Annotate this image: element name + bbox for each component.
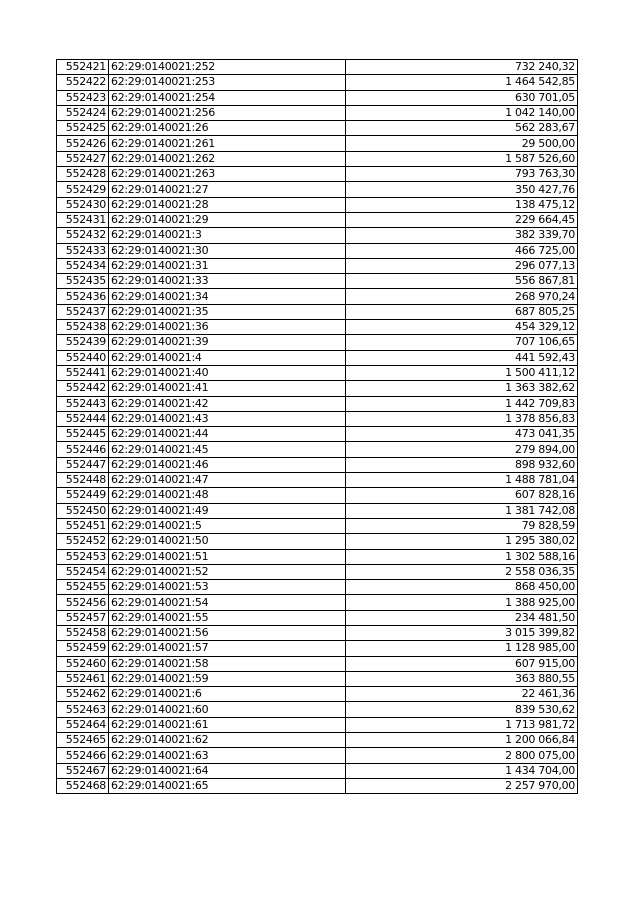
row-number-cell: 552446	[57, 442, 109, 457]
table-row	[57, 396, 578, 411]
cadastral-number-cell: 62:29:0140021:254	[109, 90, 346, 105]
value-cell: 607 828,16	[346, 488, 578, 503]
value-cell: 279 894,00	[346, 442, 578, 457]
cadastral-number-cell: 62:29:0140021:252	[109, 60, 346, 75]
cadastral-number-cell: 62:29:0140021:6	[109, 687, 346, 702]
row-number-cell: 552458	[57, 625, 109, 640]
table-row	[57, 243, 578, 258]
row-number-cell: 552423	[57, 90, 109, 105]
table-row	[57, 534, 578, 549]
value-cell: 1 587 526,60	[346, 151, 578, 166]
cadastral-number-cell: 62:29:0140021:26	[109, 121, 346, 136]
value-cell: 268 970,24	[346, 289, 578, 304]
table-row	[57, 656, 578, 671]
cadastral-number-cell: 62:29:0140021:46	[109, 457, 346, 472]
value-cell: 1 713 981,72	[346, 717, 578, 732]
cadastral-number-cell: 62:29:0140021:35	[109, 304, 346, 319]
table-row	[57, 167, 578, 182]
row-number-cell: 552443	[57, 396, 109, 411]
row-number-cell: 552465	[57, 733, 109, 748]
value-cell: 350 427,76	[346, 182, 578, 197]
cadastral-number-cell: 62:29:0140021:40	[109, 365, 346, 380]
cadastral-number-cell: 62:29:0140021:3	[109, 228, 346, 243]
value-cell: 1 295 380,02	[346, 534, 578, 549]
cadastral-number-cell: 62:29:0140021:29	[109, 212, 346, 227]
cadastral-number-cell: 62:29:0140021:60	[109, 702, 346, 717]
table-row	[57, 151, 578, 166]
table-row	[57, 610, 578, 625]
cadastral-number-cell: 62:29:0140021:36	[109, 320, 346, 335]
table-row	[57, 197, 578, 212]
cadastral-number-cell: 62:29:0140021:56	[109, 625, 346, 640]
table-row	[57, 580, 578, 595]
table-body	[57, 60, 578, 794]
row-number-cell: 552450	[57, 503, 109, 518]
value-cell: 29 500,00	[346, 136, 578, 151]
cadastral-number-cell: 62:29:0140021:31	[109, 258, 346, 273]
table-row	[57, 625, 578, 640]
cadastral-number-cell: 62:29:0140021:65	[109, 778, 346, 793]
value-cell: 138 475,12	[346, 197, 578, 212]
cadastral-number-cell: 62:29:0140021:4	[109, 350, 346, 365]
table-row	[57, 427, 578, 442]
row-number-cell: 552437	[57, 304, 109, 319]
table-row	[57, 748, 578, 763]
cadastral-number-cell: 62:29:0140021:28	[109, 197, 346, 212]
cadastral-number-cell: 62:29:0140021:42	[109, 396, 346, 411]
cadastral-number-cell: 62:29:0140021:261	[109, 136, 346, 151]
cadastral-number-cell: 62:29:0140021:253	[109, 75, 346, 90]
cadastral-number-cell: 62:29:0140021:39	[109, 335, 346, 350]
value-cell: 1 128 985,00	[346, 641, 578, 656]
cadastral-number-cell: 62:29:0140021:61	[109, 717, 346, 732]
row-number-cell: 552451	[57, 518, 109, 533]
value-cell: 1 500 411,12	[346, 365, 578, 380]
value-cell: 732 240,32	[346, 60, 578, 75]
table-row	[57, 350, 578, 365]
value-cell: 1 302 588,16	[346, 549, 578, 564]
value-cell: 1 442 709,83	[346, 396, 578, 411]
value-cell: 687 805,25	[346, 304, 578, 319]
value-cell: 1 488 781,04	[346, 473, 578, 488]
row-number-cell: 552422	[57, 75, 109, 90]
row-number-cell: 552455	[57, 580, 109, 595]
value-cell: 1 378 856,83	[346, 411, 578, 426]
row-number-cell: 552462	[57, 687, 109, 702]
value-cell: 898 932,60	[346, 457, 578, 472]
table-row	[57, 488, 578, 503]
value-cell: 556 867,81	[346, 274, 578, 289]
table-row	[57, 304, 578, 319]
row-number-cell: 552445	[57, 427, 109, 442]
row-number-cell: 552431	[57, 212, 109, 227]
table-row	[57, 365, 578, 380]
row-number-cell: 552449	[57, 488, 109, 503]
row-number-cell: 552463	[57, 702, 109, 717]
cadastral-number-cell: 62:29:0140021:55	[109, 610, 346, 625]
row-number-cell: 552421	[57, 60, 109, 75]
table-row	[57, 212, 578, 227]
value-cell: 707 106,65	[346, 335, 578, 350]
cadastral-number-cell: 62:29:0140021:27	[109, 182, 346, 197]
row-number-cell: 552435	[57, 274, 109, 289]
table-row	[57, 335, 578, 350]
row-number-cell: 552438	[57, 320, 109, 335]
row-number-cell: 552440	[57, 350, 109, 365]
table-row	[57, 121, 578, 136]
value-cell: 3 015 399,82	[346, 625, 578, 640]
row-number-cell: 552457	[57, 610, 109, 625]
value-cell: 868 450,00	[346, 580, 578, 595]
table-row	[57, 518, 578, 533]
value-cell: 466 725,00	[346, 243, 578, 258]
table-row	[57, 702, 578, 717]
row-number-cell: 552432	[57, 228, 109, 243]
table-row	[57, 549, 578, 564]
table-row	[57, 258, 578, 273]
value-cell: 382 339,70	[346, 228, 578, 243]
cadastral-number-cell: 62:29:0140021:256	[109, 105, 346, 120]
row-number-cell: 552424	[57, 105, 109, 120]
cadastral-number-cell: 62:29:0140021:52	[109, 564, 346, 579]
cadastral-number-cell: 62:29:0140021:47	[109, 473, 346, 488]
row-number-cell: 552448	[57, 473, 109, 488]
row-number-cell: 552425	[57, 121, 109, 136]
row-number-cell: 552447	[57, 457, 109, 472]
value-cell: 562 283,67	[346, 121, 578, 136]
table-row	[57, 733, 578, 748]
row-number-cell: 552454	[57, 564, 109, 579]
row-number-cell: 552453	[57, 549, 109, 564]
cadastral-number-cell: 62:29:0140021:63	[109, 748, 346, 763]
table-row	[57, 457, 578, 472]
value-cell: 296 077,13	[346, 258, 578, 273]
row-number-cell: 552434	[57, 258, 109, 273]
cadastral-number-cell: 62:29:0140021:51	[109, 549, 346, 564]
row-number-cell: 552467	[57, 763, 109, 778]
cadastral-number-cell: 62:29:0140021:58	[109, 656, 346, 671]
value-cell: 1 200 066,84	[346, 733, 578, 748]
value-cell: 2 800 075,00	[346, 748, 578, 763]
cadastral-number-cell: 62:29:0140021:263	[109, 167, 346, 182]
table-row	[57, 105, 578, 120]
cadastral-number-cell: 62:29:0140021:45	[109, 442, 346, 457]
cadastral-number-cell: 62:29:0140021:54	[109, 595, 346, 610]
table-row	[57, 289, 578, 304]
value-cell: 454 329,12	[346, 320, 578, 335]
cadastral-number-cell: 62:29:0140021:48	[109, 488, 346, 503]
table-row	[57, 320, 578, 335]
cadastral-number-cell: 62:29:0140021:33	[109, 274, 346, 289]
value-cell: 441 592,43	[346, 350, 578, 365]
table-row	[57, 228, 578, 243]
value-cell: 839 530,62	[346, 702, 578, 717]
cadastral-number-cell: 62:29:0140021:30	[109, 243, 346, 258]
value-cell: 1 464 542,85	[346, 75, 578, 90]
value-cell: 1 363 382,62	[346, 381, 578, 396]
row-number-cell: 552429	[57, 182, 109, 197]
row-number-cell: 552427	[57, 151, 109, 166]
value-cell: 363 880,55	[346, 671, 578, 686]
row-number-cell: 552430	[57, 197, 109, 212]
table-row	[57, 136, 578, 151]
value-cell: 2 257 970,00	[346, 778, 578, 793]
table-row	[57, 763, 578, 778]
row-number-cell: 552442	[57, 381, 109, 396]
table-row	[57, 473, 578, 488]
value-cell: 1 042 140,00	[346, 105, 578, 120]
table-row	[57, 595, 578, 610]
row-number-cell: 552444	[57, 411, 109, 426]
row-number-cell: 552433	[57, 243, 109, 258]
cadastral-number-cell: 62:29:0140021:34	[109, 289, 346, 304]
row-number-cell: 552439	[57, 335, 109, 350]
value-cell: 1 434 704,00	[346, 763, 578, 778]
row-number-cell: 552456	[57, 595, 109, 610]
value-cell: 1 388 925,00	[346, 595, 578, 610]
value-cell: 229 664,45	[346, 212, 578, 227]
row-number-cell: 552466	[57, 748, 109, 763]
row-number-cell: 552461	[57, 671, 109, 686]
table-row	[57, 564, 578, 579]
table-row	[57, 717, 578, 732]
value-cell: 79 828,59	[346, 518, 578, 533]
value-cell: 630 701,05	[346, 90, 578, 105]
row-number-cell: 552459	[57, 641, 109, 656]
table-row	[57, 687, 578, 702]
cadastral-number-cell: 62:29:0140021:62	[109, 733, 346, 748]
row-number-cell: 552464	[57, 717, 109, 732]
table-row	[57, 442, 578, 457]
value-cell: 607 915,00	[346, 656, 578, 671]
row-number-cell: 552441	[57, 365, 109, 380]
table-row	[57, 503, 578, 518]
cadastral-number-cell: 62:29:0140021:59	[109, 671, 346, 686]
table-row	[57, 778, 578, 793]
cadastral-number-cell: 62:29:0140021:57	[109, 641, 346, 656]
cadastral-value-table	[56, 59, 578, 794]
value-cell: 473 041,35	[346, 427, 578, 442]
row-number-cell: 552460	[57, 656, 109, 671]
table-row	[57, 60, 578, 75]
cadastral-number-cell: 62:29:0140021:49	[109, 503, 346, 518]
value-cell: 234 481,50	[346, 610, 578, 625]
value-cell: 22 461,36	[346, 687, 578, 702]
cadastral-number-cell: 62:29:0140021:41	[109, 381, 346, 396]
table-row	[57, 274, 578, 289]
row-number-cell: 552426	[57, 136, 109, 151]
cadastral-number-cell: 62:29:0140021:44	[109, 427, 346, 442]
row-number-cell: 552428	[57, 167, 109, 182]
table-row	[57, 671, 578, 686]
value-cell: 1 381 742,08	[346, 503, 578, 518]
table-row	[57, 182, 578, 197]
table-row	[57, 411, 578, 426]
cadastral-number-cell: 62:29:0140021:43	[109, 411, 346, 426]
value-cell: 2 558 036,35	[346, 564, 578, 579]
table-row	[57, 641, 578, 656]
cadastral-number-cell: 62:29:0140021:53	[109, 580, 346, 595]
row-number-cell: 552436	[57, 289, 109, 304]
row-number-cell: 552468	[57, 778, 109, 793]
table-row	[57, 381, 578, 396]
value-cell: 793 763,30	[346, 167, 578, 182]
cadastral-number-cell: 62:29:0140021:64	[109, 763, 346, 778]
table-row	[57, 90, 578, 105]
row-number-cell: 552452	[57, 534, 109, 549]
table-row	[57, 75, 578, 90]
cadastral-number-cell: 62:29:0140021:50	[109, 534, 346, 549]
cadastral-number-cell: 62:29:0140021:262	[109, 151, 346, 166]
cadastral-number-cell: 62:29:0140021:5	[109, 518, 346, 533]
